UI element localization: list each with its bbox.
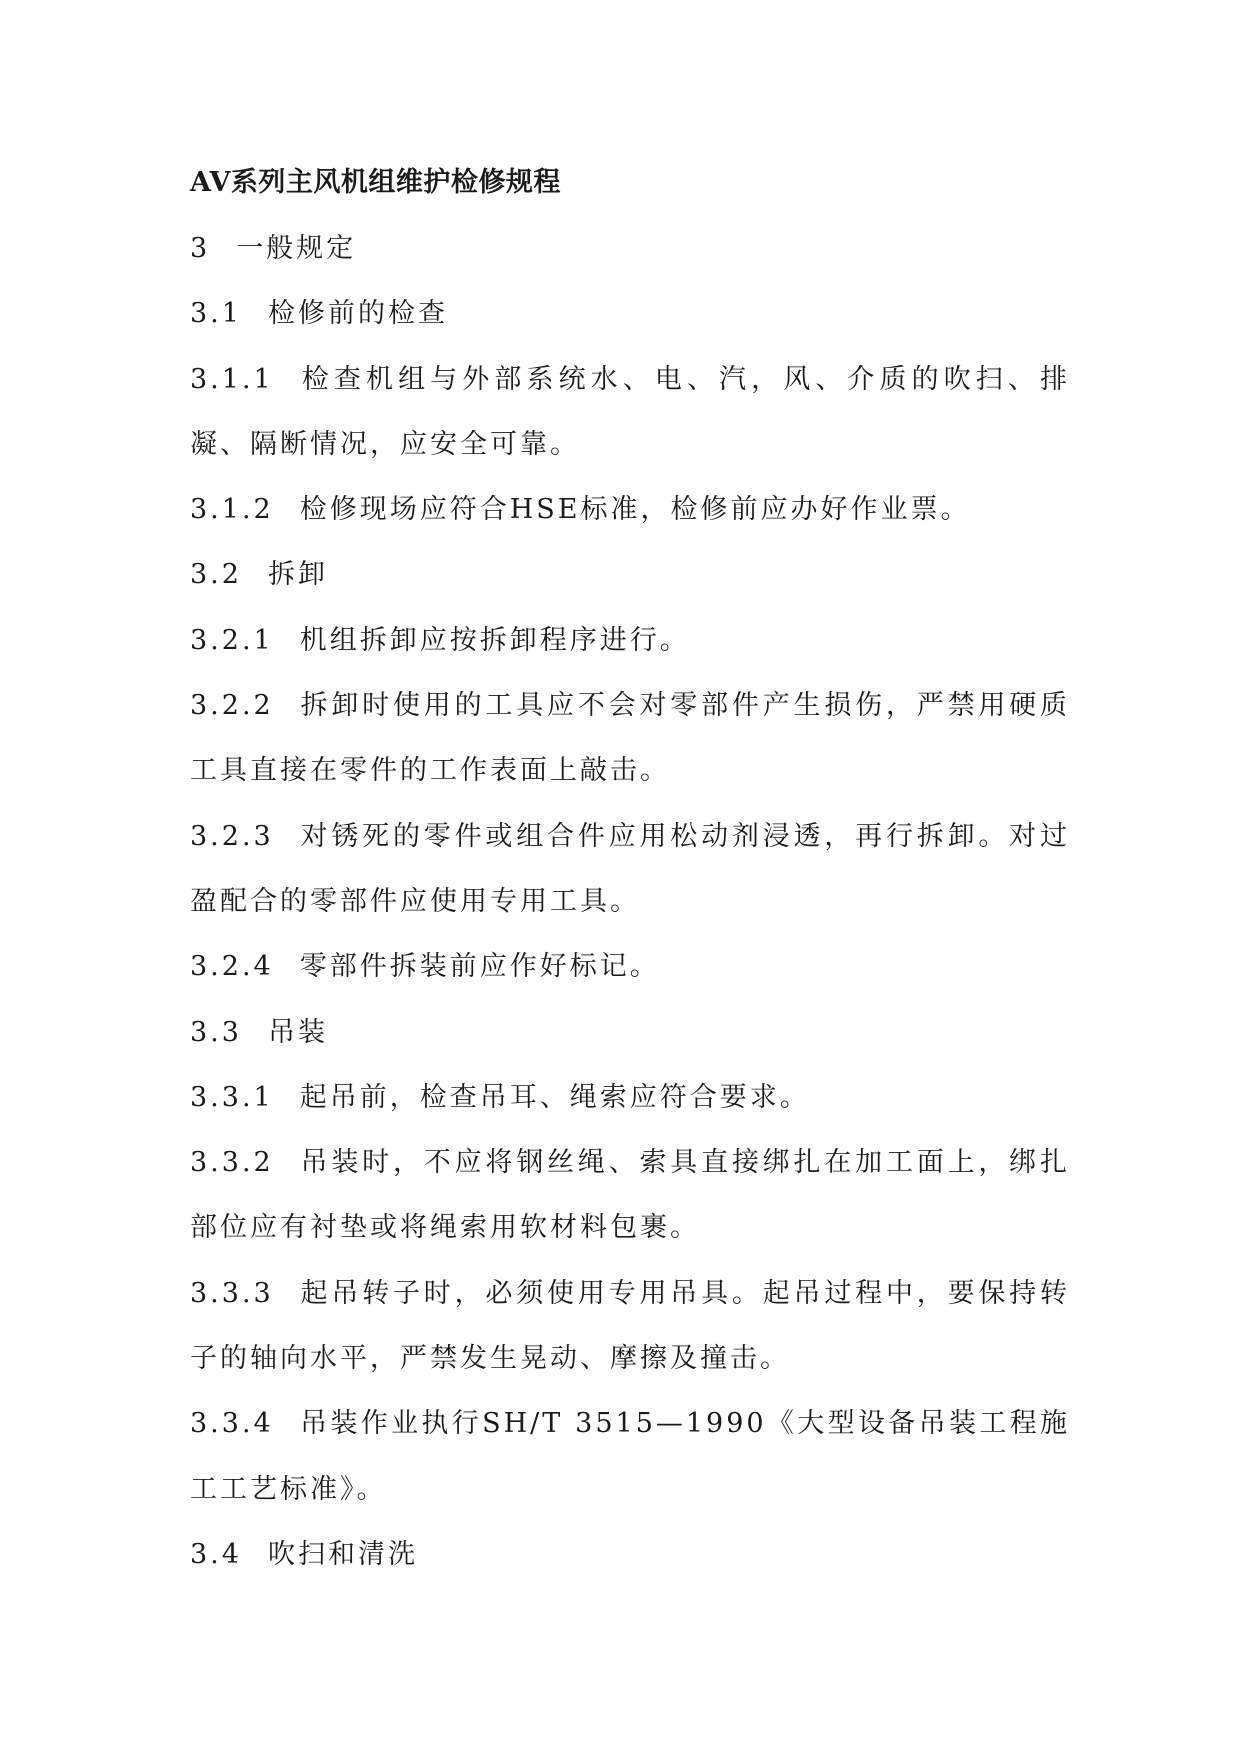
section-heading bbox=[190, 216, 1070, 281]
clause-paragraph bbox=[190, 673, 1070, 804]
clause-text: 机组拆卸应按拆卸程序进行。 bbox=[299, 624, 690, 656]
section-number: 3.2 bbox=[190, 559, 242, 591]
clause-number: 3.3.3 bbox=[190, 1277, 274, 1309]
clause-text: 拆卸时使用的工具应不会对零部件产生损伤，严禁用硬质工具直接在零件的工作表面上敲击。 bbox=[190, 690, 1070, 787]
clause-text: 起吊前，检查吊耳、绳索应符合要求。 bbox=[299, 1081, 810, 1113]
section-text: 拆卸 bbox=[267, 559, 328, 591]
clause-text: 吊装时，不应将钢丝绳、索具直接绑扎在加工面上，绑扎部位应有衬垫或将绳索用软材料包裹。 bbox=[190, 1147, 1070, 1244]
section-number: 3 bbox=[190, 233, 211, 264]
section-number: 3.1 bbox=[190, 298, 242, 330]
clause-number: 3.2.1 bbox=[190, 624, 274, 656]
clause-number: 3.2.3 bbox=[190, 820, 274, 852]
document-page bbox=[190, 150, 1070, 1587]
clause-paragraph bbox=[190, 347, 1070, 478]
clause-number: 3.3.1 bbox=[190, 1081, 274, 1113]
section-heading bbox=[190, 1522, 1070, 1587]
clause-text: 检查机组与外部系统水、电、汽，风、介质的吹扫、排凝、隔断情况，应安全可靠。 bbox=[190, 363, 1070, 460]
clause-number: 3.3.4 bbox=[190, 1408, 274, 1440]
section-text: 吹扫和清洗 bbox=[267, 1538, 418, 1570]
clause-paragraph bbox=[190, 1130, 1070, 1261]
clause-paragraph bbox=[190, 477, 1070, 542]
section-text: 检修前的检查 bbox=[267, 298, 448, 330]
clause-number: 3.1.1 bbox=[190, 363, 274, 395]
clause-paragraph bbox=[190, 1261, 1070, 1392]
clause-text: 零部件拆装前应作好标记。 bbox=[299, 951, 660, 983]
clause-text: 对锈死的零件或组合件应用松动剂浸透，再行拆卸。对过盈配合的零部件应使用专用工具。 bbox=[190, 820, 1070, 917]
clause-number: 3.1.2 bbox=[190, 494, 274, 526]
section-heading bbox=[190, 281, 1070, 346]
section-heading bbox=[190, 542, 1070, 607]
clause-number: 3.3.2 bbox=[190, 1147, 274, 1179]
clause-paragraph bbox=[190, 1391, 1070, 1522]
clause-text: 检修现场应符合HSE标准，检修前应办好作业票。 bbox=[299, 494, 971, 526]
section-number: 3.3 bbox=[190, 1016, 242, 1048]
clause-text: 吊装作业执行SH/T 3515—1990《大型设备吊装工程施工工艺标准》。 bbox=[190, 1408, 1070, 1505]
section-text: 吊装 bbox=[267, 1016, 328, 1048]
clause-paragraph bbox=[190, 934, 1070, 999]
clause-text: 起吊转子时，必须使用专用吊具。起吊过程中，要保持转子的轴向水平，严禁发生晃动、摩擦及撞击。 bbox=[190, 1277, 1070, 1375]
document-title: AV系列主风机组维护检修规程 bbox=[190, 167, 561, 198]
clause-paragraph bbox=[190, 1065, 1070, 1130]
section-number: 3.4 bbox=[190, 1538, 242, 1570]
clause-number: 3.2.2 bbox=[190, 690, 274, 722]
clause-number: 3.2.4 bbox=[190, 951, 274, 983]
section-heading bbox=[190, 1000, 1070, 1065]
clause-paragraph bbox=[190, 804, 1070, 935]
section-text: 一般规定 bbox=[236, 233, 357, 264]
clause-paragraph bbox=[190, 608, 1070, 673]
